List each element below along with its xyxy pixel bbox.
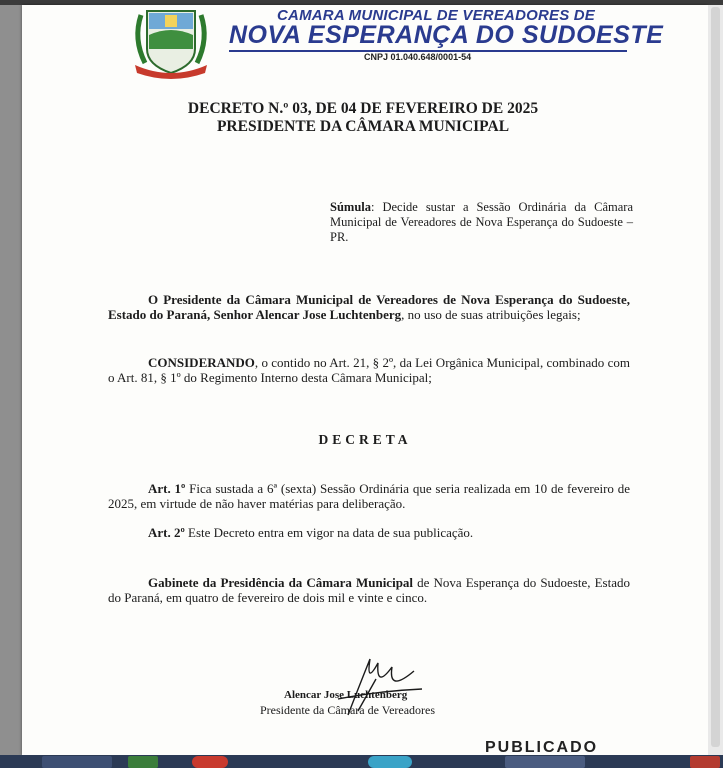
preamble-bold: O Presidente da Câmara Municipal de Vereadores de Nova Esperança do Sudoeste, Estado do Paraná, Senhor Alencar Jose Luchtenberg	[108, 292, 630, 322]
document-page	[22, 5, 708, 755]
scrollbar-thumb[interactable]	[711, 7, 720, 747]
closing-text: de Nova Esperança do Sudoeste, Estado do Paraná, em quatro de fevereiro de dois mil e vinte e cinco.	[108, 575, 630, 605]
art1-text: Fica sustada a 6ª (sexta) Sessão Ordinária que seria realizada em 10 de fevereiro de 2025, em virtude de não haver matérias para deliberação.	[108, 481, 631, 511]
considerando-text: , o contido no Art. 21, § 2º, da Lei Orgânica Municipal, combinado com o Art. 81, § 1º do Regimento Interno desta Câmara Municipal;	[108, 355, 630, 385]
considerando-paragraph	[108, 355, 630, 385]
decreta-heading: DECRETA	[318, 432, 412, 447]
signer-role: Presidente da Câmara de Vereadores	[260, 703, 436, 717]
considerando-label: CONSIDERANDO	[148, 355, 255, 370]
taskbar	[0, 755, 723, 768]
published-stamp: PUBLICADO	[485, 739, 599, 755]
taskbar-item-3[interactable]	[192, 756, 228, 768]
taskbar-item-6[interactable]	[690, 756, 720, 768]
preamble-paragraph	[108, 292, 630, 322]
letterhead-cnpj: CNPJ 01.040.648/0001-54	[364, 52, 472, 62]
vertical-scrollbar[interactable]	[708, 5, 723, 755]
sumula-label: Súmula	[330, 200, 371, 214]
article-2	[108, 525, 630, 540]
art2-text: Este Decreto entra em vigor na data de sua publicação.	[184, 525, 474, 540]
letterhead-name-line2: NOVA ESPERANÇA DO SUDOESTE	[229, 21, 664, 49]
signer-name: Alencar Jose Luchtenberg	[284, 689, 408, 701]
letterhead-name-line1: CAMARA MUNICIPAL DE VEREADORES DE	[277, 7, 596, 24]
preamble-rest: , no uso de suas atribuições legais;	[401, 307, 581, 322]
taskbar-item-2[interactable]	[128, 756, 158, 768]
closing-paragraph	[108, 575, 630, 605]
article-1	[108, 481, 630, 511]
sumula-text: : Decide sustar a Sessão Ordinária da Câmara Municipal de Vereadores de Nova Esperança do Sudoeste – PR.	[330, 200, 633, 244]
closing-bold: Gabinete da Presidência da Câmara Municipal	[148, 575, 414, 590]
sumula-block	[330, 200, 633, 245]
art1-label: Art. 1º	[148, 481, 186, 496]
taskbar-item-1[interactable]	[42, 756, 112, 768]
decree-title: DECRETO N.º 03, DE 04 DE FEVEREIRO DE 2025	[187, 100, 539, 117]
taskbar-item-4[interactable]	[368, 756, 412, 768]
art2-label: Art. 2º	[148, 525, 185, 540]
taskbar-item-5[interactable]	[505, 756, 585, 768]
municipal-crest-icon	[125, 5, 217, 79]
decree-subtitle: PRESIDENTE DA CÂMARA MUNICIPAL	[216, 118, 510, 135]
